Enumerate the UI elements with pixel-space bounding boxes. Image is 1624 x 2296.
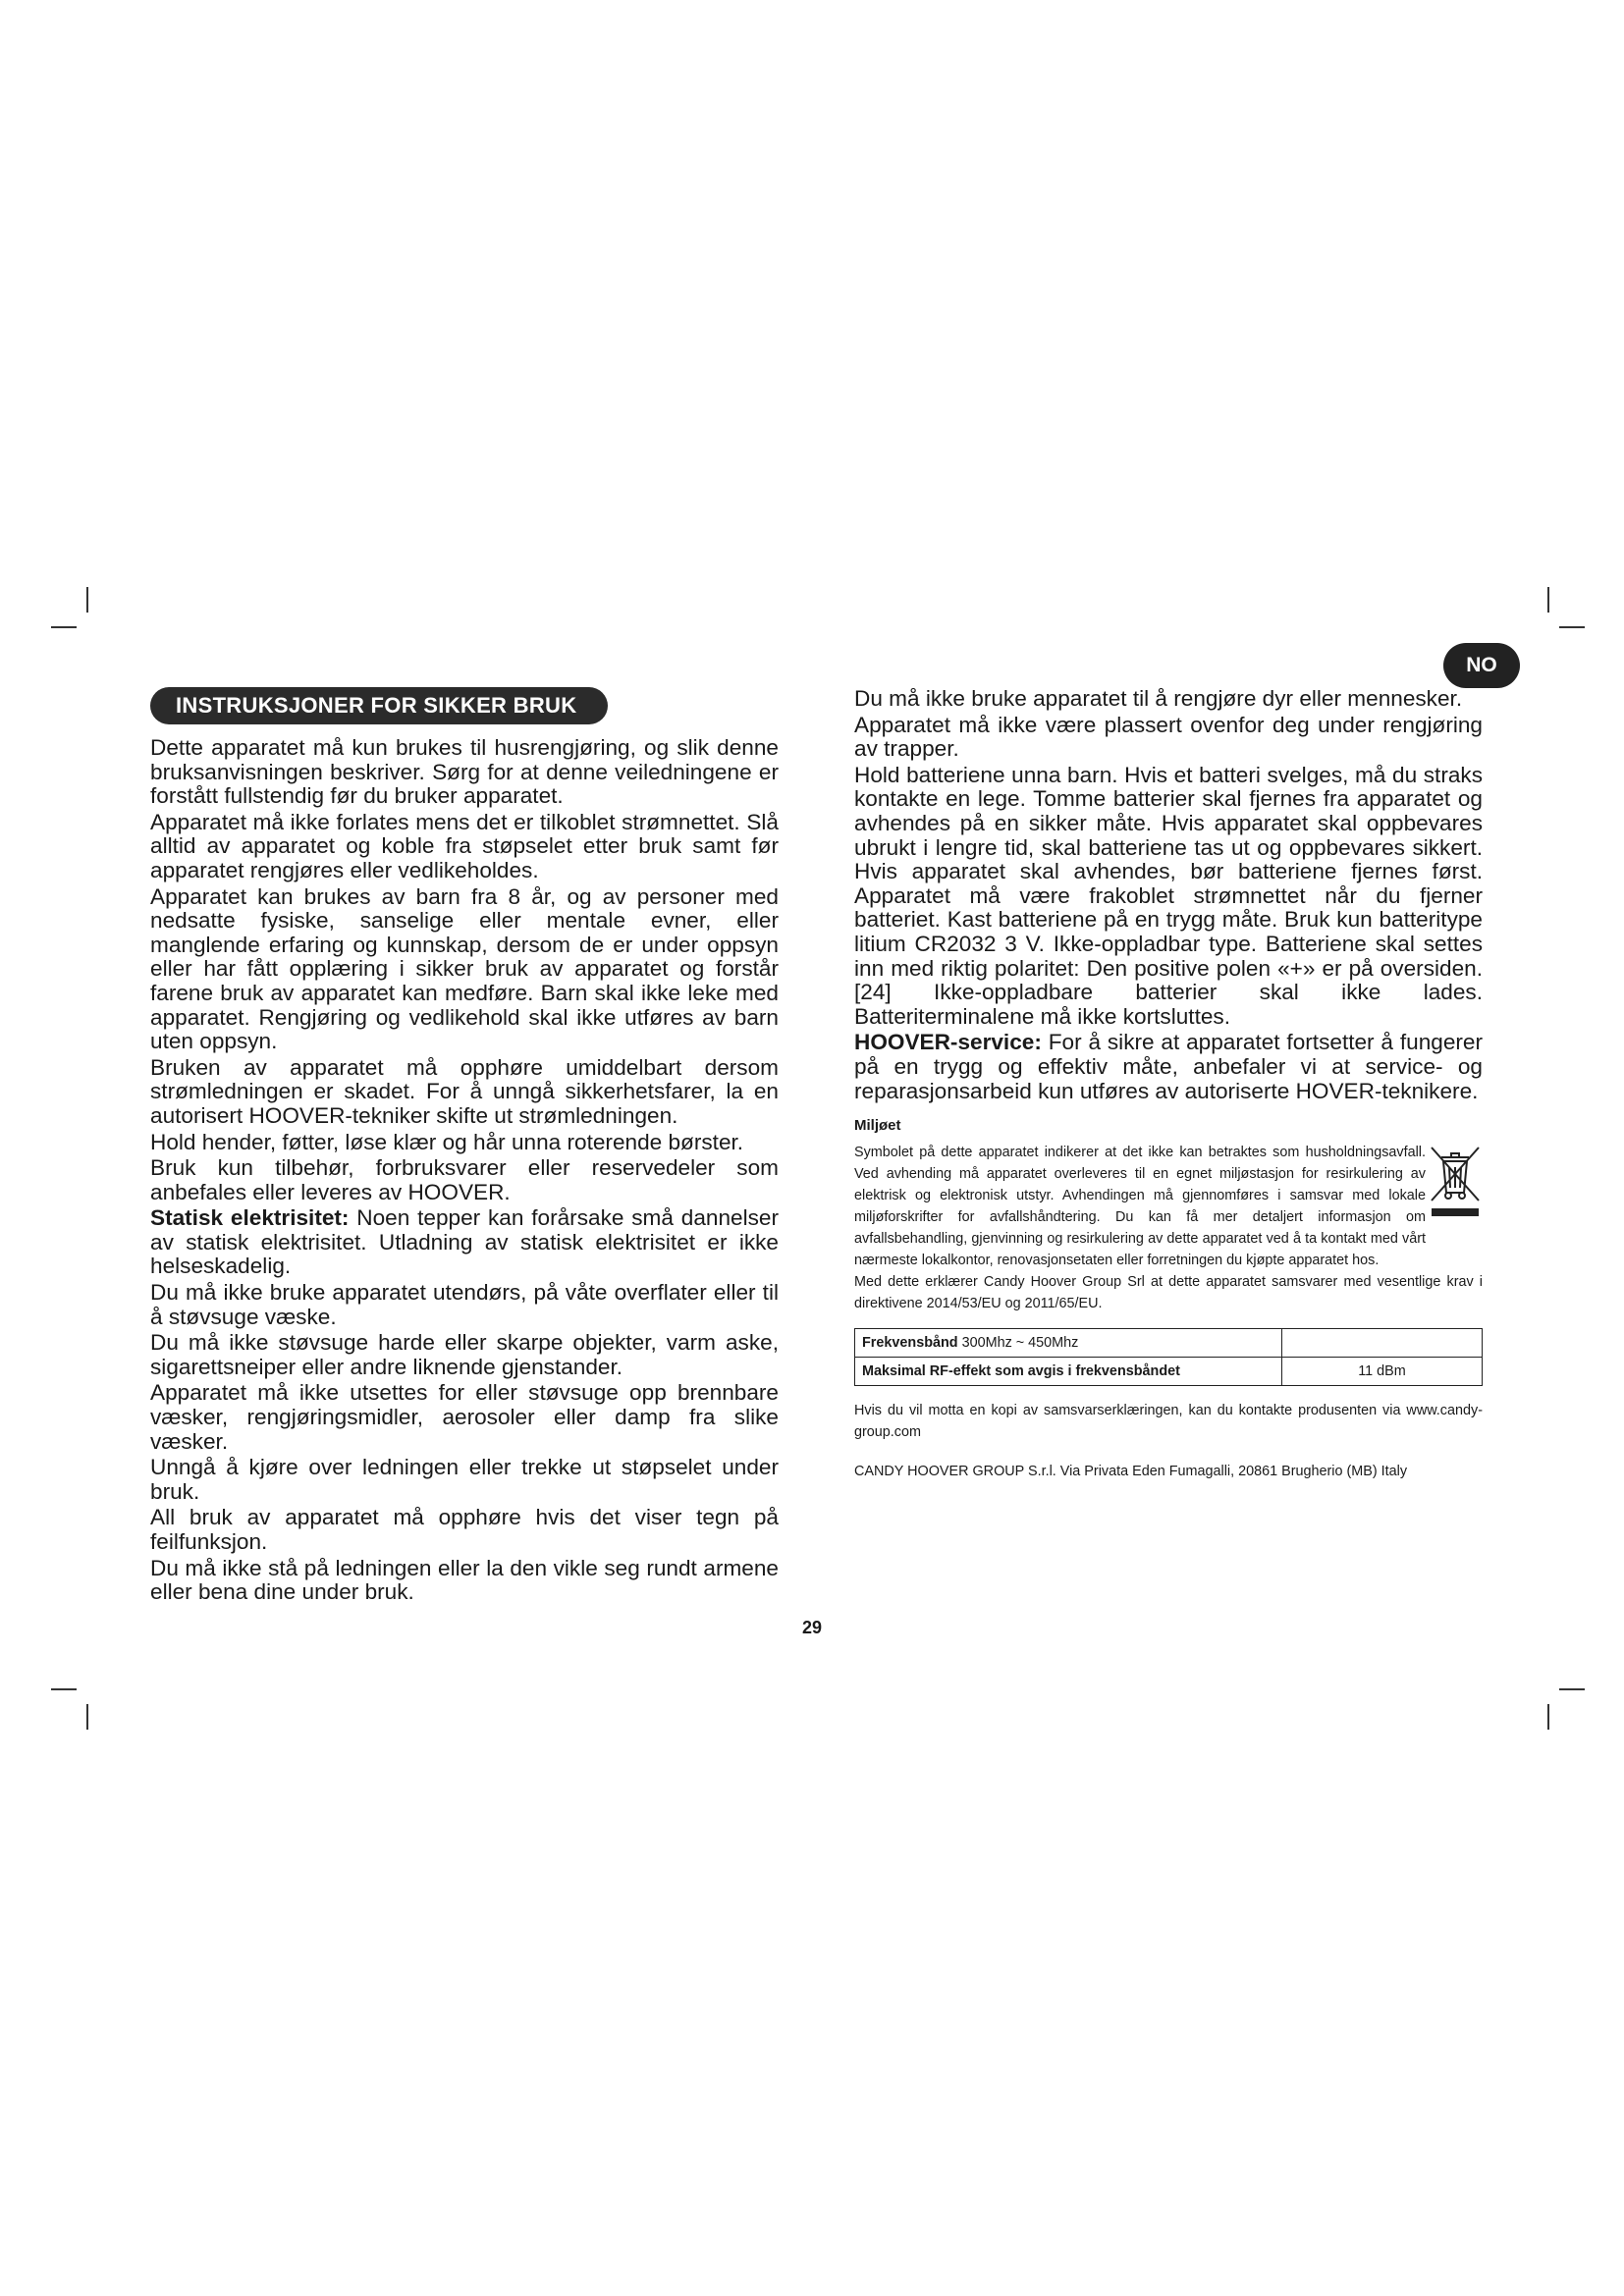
paragraph: Bruken av apparatet må opphøre umiddelbart dersom strømledningen er skadet. For å unngå sikkerhetsfarer, la en autorisert HOOVER-tekniker skifte ut strømledningen. xyxy=(150,1054,779,1128)
crop-mark xyxy=(51,626,77,628)
crop-mark xyxy=(51,1688,77,1690)
hoover-service-text: For å sikre at apparatet fortsetter å fungerer på en trygg og effektiv måte, anbefaler vi at service- og reparasjonsarbeid kun utføres av autoriserte HOVER-teknikere. xyxy=(854,1030,1483,1103)
paragraph: Bruk kun tilbehør, forbruksvarer eller reservedeler som anbefales eller leveres av HOOVER. xyxy=(150,1155,779,1204)
page-number: 29 xyxy=(801,1618,823,1637)
table-cell xyxy=(855,1358,1282,1386)
rf-table xyxy=(854,1328,1483,1386)
weee-crossed-bin-icon xyxy=(1428,1144,1483,1218)
company-address: CANDY HOOVER GROUP S.r.l. Via Privata Eden Fumagalli, 20861 Brugherio (MB) Italy xyxy=(854,1464,1408,1480)
paragraph: Du må ikke bruke apparatet til å rengjøre dyr eller mennesker. xyxy=(854,686,1463,711)
crop-mark xyxy=(86,587,88,613)
table-cell xyxy=(855,1329,1282,1358)
paragraph: Du må ikke bruke apparatet utendørs, på våte overflater eller til å støvsuge væske. xyxy=(150,1280,779,1329)
crop-mark xyxy=(1559,1688,1585,1690)
section-header: INSTRUKSJONER FOR SIKKER BRUK xyxy=(150,687,608,724)
static-electricity-label: Statisk elektrisitet: xyxy=(150,1205,350,1231)
table-row xyxy=(855,1358,1483,1386)
crop-mark xyxy=(86,1704,88,1730)
battery-paragraph: Hold batteriene unna barn. Hvis et batteri svelges, må du straks kontakte en lege. Tomme batterier skal fjernes fra apparatet og avhendes på en sikker måte. Hvis apparatet skal oppbevares ubrukt i lengre tid, skal batteriene tas ut og oppbevares sikkert. Hvis apparatet skal avhendes, bør batteriene fjernes først. Apparatet må være frakoblet strømnettet når du fjerner batteriet. Kast batteriene på en trygg måte. Bruk kun batteritype litium CR2032 3 V. Ikke-oppladbar type. Batteriene skal settes inn med riktig polaritet: Den positive polen «+» er på oversiden. [24] Ikke-oppladbare batterier skal ikke lades. Batteriterminalene må ikke kortsluttes. xyxy=(854,762,1483,1029)
paragraph: Hold hender, føtter, løse klær og hår unna roterende børster. xyxy=(150,1129,744,1154)
crop-mark xyxy=(1559,626,1585,628)
frequency-band-label: Frekvensbånd xyxy=(862,1335,958,1352)
environment-title: Miljøet xyxy=(854,1117,901,1135)
left-column xyxy=(150,687,779,1607)
paragraph: All bruk av apparatet må opphøre hvis det viser tegn på feilfunksjon. xyxy=(150,1505,779,1554)
table-row xyxy=(855,1329,1483,1358)
paragraph: Apparatet må ikke utsettes for eller støvsuge opp brennbare væsker, rengjøringsmidler, aerosoler eller damp fra slike væsker. xyxy=(150,1380,779,1454)
paragraph: Du må ikke stå på ledningen eller la den vikle seg rundt armene eller bena dine under bruk. xyxy=(150,1555,779,1605)
max-rf-power-label: Maksimal RF-effekt som avgis i frekvensbåndet xyxy=(862,1363,1180,1380)
hoover-service-label: HOOVER-service: xyxy=(854,1030,1042,1055)
right-column xyxy=(854,687,1483,1500)
static-electricity-text: Noen tepper kan forårsake små dannelser av statisk elektrisitet. Utladning av statisk elektrisitet er ikke helseskadelig. xyxy=(150,1205,779,1279)
crop-mark xyxy=(1547,1704,1549,1730)
paragraph: Dette apparatet må kun brukes til husrengjøring, og slik denne bruksanvisningen beskriver. Sørg for at denne veiledningene er forstått fullstendig før du bruker apparatet. xyxy=(150,735,779,809)
hoover-service-paragraph xyxy=(854,1031,1483,1103)
language-badge: NO xyxy=(1443,643,1520,688)
environment-text: Symbolet på dette apparatet indikerer at det ikke kan betraktes som husholdningsavfall. Ved avhending må apparatet overleveres til en egnet miljøstasjon for resirkulering av elektrisk og elektronisk utstyr. Avhendingen må gjennomføres i samsvar med lokale miljøforskrifter for avfallshåndtering. Du kan få mer detaljert informasjon om avfallsbehandling, gjenvinning og resirkulering av dette apparatet ved å ta kontakt med vårt nærmeste lokalkontor, renovasjonsetaten eller forretningen du kjøpte apparatet hos. xyxy=(854,1145,1426,1269)
crop-mark xyxy=(1547,587,1549,613)
frequency-band-value: 300Mhz ~ 450Mhz xyxy=(957,1335,1079,1352)
table-cell xyxy=(1282,1329,1483,1358)
static-electricity-paragraph xyxy=(150,1206,779,1279)
max-rf-power-value: 11 dBm xyxy=(1282,1358,1483,1386)
paragraph: Du må ikke støvsuge harde eller skarpe objekter, varm aske, sigarettsneiper eller andre liknende gjenstander. xyxy=(150,1330,779,1379)
paragraph: Apparatet kan brukes av barn fra 8 år, og av personer med nedsatte fysiske, sanselige eller mentale evner, eller manglende erfaring og kunnskap, dersom de er under oppsyn eller har fått opplæring i sikker bruk av apparatet og forstår farene bruk av apparatet kan medføre. Barn skal ikke leke med apparatet. Rengjøring og vedlikehold skal ikke utføres av barn uten oppsyn. xyxy=(150,883,779,1054)
paragraph: Apparatet må ikke være plassert ovenfor deg under rengjøring av trapper. xyxy=(854,712,1483,762)
paragraph: Apparatet må ikke forlates mens det er tilkoblet strømnettet. Slå alltid av apparatet og koble fra støpselet etter bruk samt før apparatet rengjøres eller vedlikeholdes. xyxy=(150,809,779,882)
environment-section xyxy=(854,1142,1483,1314)
declaration-text: Med dette erklærer Candy Hoover Group Srl at dette apparatet samsvarer med vesentlige krav i direktivene 2014/53/EU og 2011/65/EU. xyxy=(854,1274,1483,1312)
declaration-copy-note: Hvis du vil motta en kopi av samsvarserklæringen, kan du kontakte produsenten via www.candy-group.com xyxy=(854,1403,1483,1441)
paragraph: Unngå å kjøre over ledningen eller trekke ut støpselet under bruk. xyxy=(150,1455,779,1504)
